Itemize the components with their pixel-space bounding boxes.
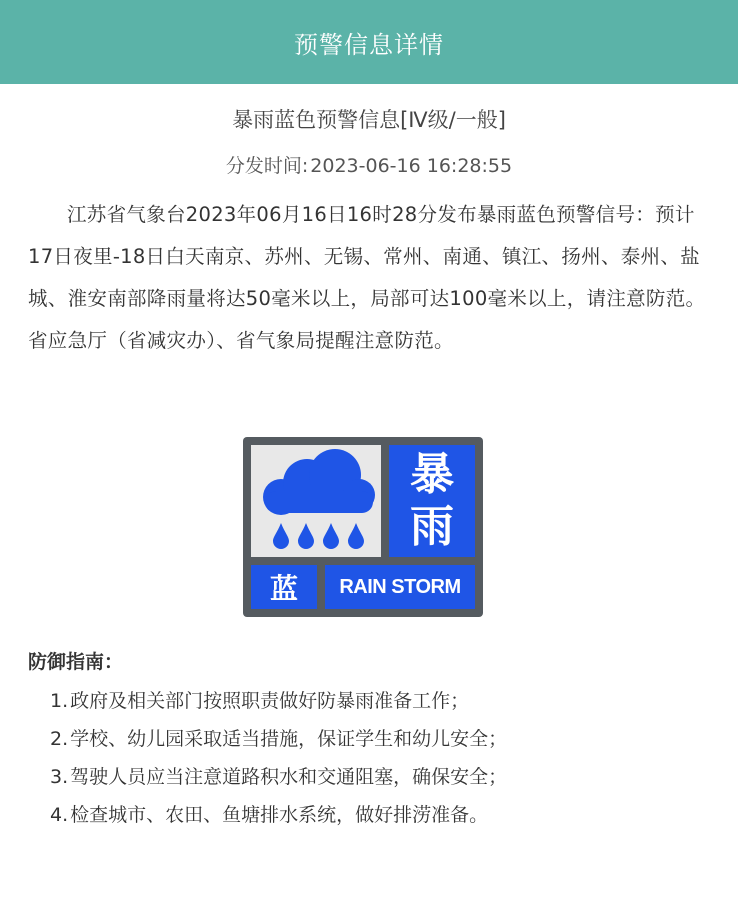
signal-type-chars	[389, 445, 475, 557]
issue-time-value: 2023-06-16 16:28:55	[310, 155, 513, 177]
warning-title: 暴雨蓝色预警信息[Ⅳ级/一般]	[232, 108, 506, 132]
rainstorm-blue-signal	[243, 437, 483, 617]
issue-time-label: 分发时间:	[225, 155, 309, 177]
page-title: 预警信息详情	[294, 30, 444, 59]
signal-char-yu: 雨	[410, 501, 454, 552]
rain-cloud-icon	[251, 445, 381, 557]
signal-char-bao: 暴	[410, 449, 454, 500]
list-item: 4. 检查城市、农田、鱼塘排水系统，做好排涝准备。	[50, 804, 489, 826]
list-item: 3. 驾驶人员应当注意道路积水和交通阻塞，确保安全；	[50, 766, 508, 788]
page-header	[0, 0, 738, 84]
signal-english-box	[325, 565, 475, 609]
signal-english-text: RAIN STORM	[339, 575, 461, 598]
warning-content: 江苏省气象台2023年06月16日16时28分发布暴雨蓝色预警信号：预计17日夜里-18日白天南京、苏州、无锡、常州、南通、镇江、扬州、泰州、盐城、淮安南部降雨量将达50毫米以上，局部可达100毫米以上，请注意防范。省应急厅（省减灾办）、省气象局提醒注意防范。	[28, 203, 706, 352]
list-item: 1. 政府及相关部门按照职责做好防暴雨准备工作；	[50, 690, 470, 712]
signal-color-char: 蓝	[269, 572, 298, 605]
list-item: 2. 学校、幼儿园采取适当措施，保证学生和幼儿安全；	[50, 728, 508, 750]
issue-time	[0, 151, 738, 178]
guide-list	[50, 682, 507, 834]
guide-title: 防御指南：	[28, 651, 124, 673]
signal-color-box	[251, 565, 317, 609]
